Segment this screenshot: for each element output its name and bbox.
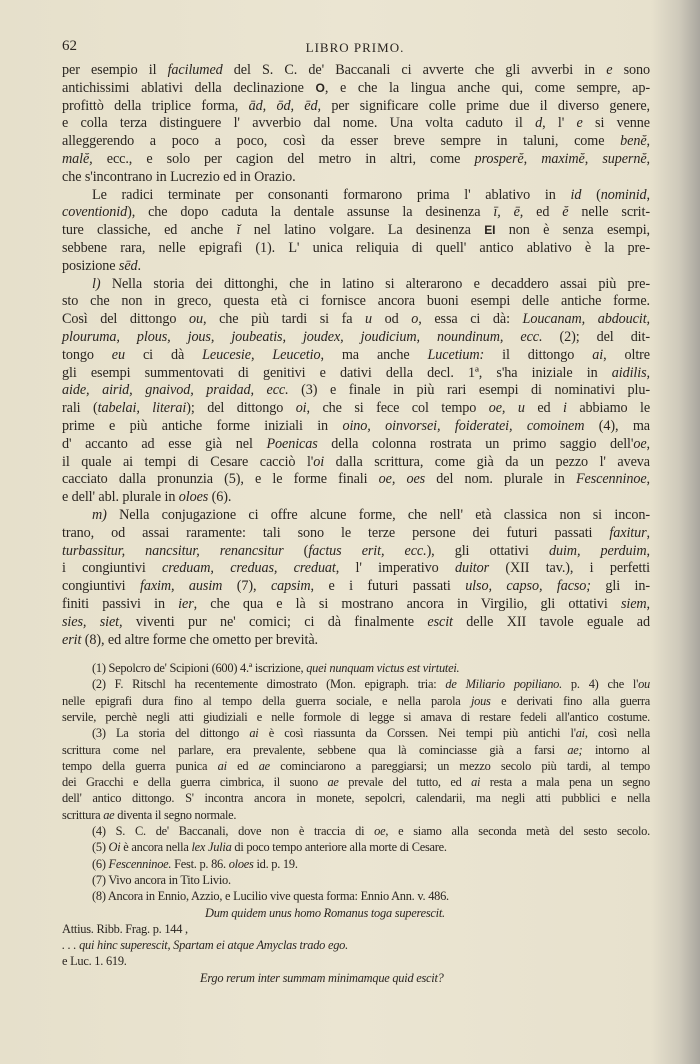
text-run: . [137, 257, 141, 274]
text-run: finiti passivi in [62, 596, 179, 612]
text-run: dei Gracchi e della guerra cimbrica, il suono [62, 775, 328, 790]
italic-text: Poenicas [266, 435, 318, 452]
text-line [62, 132, 650, 150]
text-run: (3) La storia del dittongo [92, 726, 250, 741]
italic-text: escit [427, 613, 453, 630]
text-run: ci dà [125, 346, 203, 363]
text-run: trano, od assai raramente: tali sono le terze persone dei futuri passati [62, 524, 610, 541]
footnote-line [62, 742, 650, 758]
text-run: della colonna rostrata un primo saggio dell' [317, 435, 634, 452]
text-run: , e che la lingua anche qui, come sempre, ap- [324, 79, 650, 96]
text-run: per significare colle prime due il diverso genere, [320, 97, 650, 114]
text-line [62, 577, 650, 595]
italic-text: aidilis, [611, 364, 650, 381]
italic-text: ae [258, 758, 270, 773]
text-line [62, 221, 650, 239]
text-run: (3) e finale in più rari esempi di nominativi plu- [288, 382, 650, 399]
text-run: , e siamo alla seconda metà del sesto secolo. [385, 824, 650, 838]
italic-text: oino, oinvorsei, foideratei, comoinem [342, 418, 585, 434]
text-run: (8), ed altre forme che ometto per brevità. [81, 631, 318, 648]
text-line [62, 488, 650, 506]
italic-text: aide, airid, gnaivod, praidad, ecc. [62, 382, 289, 399]
italic-text: Lucetium: [427, 346, 485, 363]
text-run: di poco tempo anteriore alla morte di Cesare. [231, 840, 447, 855]
italic-text: Loucanam, abdoucit, [522, 311, 651, 328]
text-line [62, 399, 650, 417]
text-run: od [372, 311, 412, 328]
text-line [62, 150, 650, 168]
text-run: (7), [222, 578, 271, 595]
italic-text: ou [189, 311, 204, 328]
text-run: ), gli ottativi [426, 542, 549, 559]
text-run: congiuntivi [62, 578, 140, 595]
italic-text: oe, oes [378, 471, 426, 488]
text-run: e dell' abl. plurale in [62, 489, 179, 506]
text-run: , [646, 596, 650, 612]
text-run: (2); del dit- [542, 329, 650, 345]
text-run: del nom. plurale in [425, 471, 576, 488]
text-line [62, 595, 650, 613]
text-run: (4) S. C. de' Baccanali, dove non è traccia di [92, 824, 375, 838]
text-line [62, 613, 650, 631]
italic-text: malĕ, [62, 151, 93, 167]
text-line [92, 506, 650, 524]
text-run: per esempio il [62, 62, 168, 78]
text-line [62, 292, 650, 310]
footnote-line [62, 693, 650, 709]
footnote-line [92, 888, 650, 904]
italic-text: maximĕ [541, 151, 585, 167]
text-line [62, 310, 650, 328]
italic-text: Leucesie, Leucetio [202, 346, 321, 363]
text-run: tempo della guerra punica [62, 758, 218, 773]
italic-text: ī, ē, [493, 204, 524, 221]
text-run: profittò della triplice forma, [62, 97, 249, 114]
text-run: rali ( [62, 400, 98, 417]
text-line [62, 524, 650, 542]
italic-text: nominid [600, 186, 647, 203]
text-run: , [646, 435, 650, 452]
text-run: , l' [542, 115, 577, 132]
italic-text: oe [374, 824, 386, 838]
italic-text: ĭ [236, 222, 241, 239]
italic-text: lex Julia [191, 840, 232, 855]
text-line [62, 470, 650, 488]
text-run: dell' antico dittongo. S' incontra ancora in monete, sepolcri, calendarii, ma negli atti pubblici e nella [62, 791, 650, 806]
italic-text: tabelai, literai [97, 400, 187, 417]
italic-text: Ergo rerum inter summam minimamque quid escit? [200, 970, 444, 985]
text-line [62, 168, 650, 186]
italic-text: o [411, 311, 419, 328]
text-run: Così del dittongo [62, 311, 190, 328]
italic-text: facilumed [167, 62, 223, 78]
text-run: ), che dopo caduta la dentale assunse la desinenza [127, 204, 494, 221]
italic-text: oe, u [488, 400, 525, 417]
text-line [62, 114, 650, 132]
italic-text: oloes [228, 856, 254, 871]
text-line [62, 328, 650, 346]
text-run: e derivati fino alla guerra [490, 693, 650, 708]
text-run: ecc., e solo per cagion del metro in altri, come [92, 151, 475, 167]
page-number: 62 [62, 38, 77, 54]
italic-text: e [606, 62, 613, 78]
italic-text: e [576, 115, 583, 132]
italic-text: ae; [567, 742, 583, 757]
italic-text: eu [111, 346, 125, 363]
footnote-line [62, 709, 650, 725]
italic-text: faxim, ausim [140, 578, 223, 595]
italic-text: oe [633, 435, 647, 452]
text-run: EI [484, 223, 496, 238]
text-run: , [646, 524, 650, 541]
text-run: nel latino volgare. La desinenza [240, 222, 485, 239]
italic-text: Fescenninoe [575, 471, 647, 488]
footnote-line [92, 856, 650, 872]
italic-text: duim, perduim [548, 542, 647, 559]
text-run: intorno al [582, 742, 650, 757]
footnote-line [62, 953, 650, 969]
footnote-line [62, 937, 650, 953]
italic-text: ulso, capso, facso; [465, 578, 591, 595]
text-run: gli esempi summentovati di genitivi e dativi della decl. 1ª, s'ha iniziale in [62, 364, 612, 381]
italic-text: oi [295, 400, 307, 417]
italic-text: i [563, 400, 567, 417]
text-run: , [646, 133, 650, 150]
running-title: LIBRO PRIMO. [305, 40, 405, 55]
text-run: (6) [92, 856, 109, 871]
text-run: (1) Sepolcro de' Scipioni (600) 4.ª iscrizione, [92, 661, 307, 675]
italic-text: ai [592, 346, 604, 363]
text-run: , che qua e là si mostrano ancora in Virgilio, gli ottativi [193, 596, 621, 612]
text-run: è così riassunta da Corssen. Nei tempi più antichi l' [258, 726, 576, 741]
text-run: (5) [92, 840, 109, 855]
text-run: , [646, 186, 650, 203]
text-run: ( [581, 186, 601, 203]
text-run: sto che non in greco, questa età ci fornisce ancora buoni esempi delle antiche forme. [62, 293, 650, 310]
italic-text: factus erit, ecc. [308, 542, 427, 559]
text-run: resta a mala pena un segno [480, 775, 650, 790]
footnote-line [200, 970, 650, 986]
italic-text: oi [313, 453, 325, 470]
text-run: ed [523, 204, 563, 221]
text-run: ed [226, 758, 259, 773]
text-run: (6). [208, 489, 232, 506]
italic-text: ae [103, 807, 115, 822]
italic-text: ou [638, 677, 650, 692]
text-run: sebbene rara, nelle epigrafi (1). L' unica reliquia di quell' antico ablativo è la pre- [62, 240, 650, 256]
text-run: Nella conjugazione ci offre alcune forme, che nell' età classica non si incon- [106, 507, 650, 523]
text-run: ( [283, 542, 309, 559]
text-run: , ma anche [320, 346, 428, 363]
italic-text: quei nunquam victus est virtutei. [306, 661, 460, 675]
italic-text: coventionid [62, 204, 128, 221]
text-run: ture classiche, ed anche [62, 222, 237, 239]
text-line [62, 453, 650, 471]
italic-text: de Miliario popiliano. [445, 677, 562, 692]
text-run: nelle scrit- [568, 204, 650, 221]
italic-text: siem [620, 596, 647, 612]
italic-text: duitor [454, 560, 490, 577]
text-run: Le radici terminate per consonanti formarono prima l' ablativo in [92, 186, 571, 203]
text-run: , [646, 471, 650, 488]
text-line [62, 257, 650, 275]
italic-text: prosperĕ [474, 151, 524, 167]
text-run: non è senza esempi, [495, 222, 650, 239]
text-run: , essa ci dà: [418, 311, 523, 328]
footnote-line [62, 921, 650, 937]
text-run: sono [612, 62, 651, 78]
italic-text: d [535, 115, 543, 132]
footnote-line [92, 660, 650, 676]
text-run: Attius. Ribb. Frag. p. 144 , [62, 921, 188, 936]
text-run: il quale ai tempi di Cesare cacciò l' [62, 453, 314, 470]
italic-text: sēd [118, 257, 138, 274]
italic-text: supernĕ [602, 151, 647, 167]
footnote-line [92, 839, 650, 855]
text-run: gli in- [590, 578, 650, 595]
text-line [62, 417, 650, 435]
text-run: che s'incontrano in Lucrezio ed in Orazio. [62, 168, 296, 185]
text-run: i congiuntivi [62, 560, 163, 577]
text-run: diventa il segno normale. [114, 807, 237, 822]
italic-text: id [570, 186, 582, 203]
text-run: alleggerendo a poco a poco, così da esser breve sempre in taluni, come [62, 133, 621, 150]
text-line [62, 239, 650, 257]
italic-text: ai [217, 758, 227, 773]
text-run: prime e più antiche forme iniziali in [62, 418, 343, 434]
italic-text: benĕ [620, 133, 647, 150]
text-run: , che più tardi si fa [203, 311, 366, 328]
text-line [62, 97, 650, 115]
text-line [62, 542, 650, 560]
italic-text: ĕ [562, 204, 569, 221]
italic-text: Oi [108, 840, 121, 855]
text-run: nelle epigrafi dura fino al tempo della guerra sociale, e nella parola [62, 693, 471, 708]
italic-text: ae [327, 775, 339, 790]
text-run: e Luc. 1. 619. [62, 954, 127, 969]
italic-text: ai [575, 726, 585, 741]
text-run: , [646, 542, 650, 559]
footnote-line [92, 823, 650, 839]
text-run: scrittura come nel parlare, era prevalente, sebbene qua là cominciasse già a farsi [62, 742, 568, 757]
text-run: ed [524, 400, 564, 417]
text-line [62, 203, 650, 221]
text-run: prevale del tutto, ed [338, 775, 472, 790]
text-line [62, 631, 650, 649]
text-run: , che si fece col tempo [306, 400, 489, 417]
text-run: (XII tav.), i perfetti [489, 560, 650, 577]
footnote-line [92, 872, 650, 888]
text-line [62, 435, 650, 453]
text-run: si venne [582, 115, 650, 132]
text-run: (4), ma [584, 418, 650, 434]
italic-text: ai [471, 775, 481, 790]
text-line [92, 186, 650, 204]
text-run: abbiamo le [566, 400, 651, 417]
italic-text: l) [92, 275, 101, 292]
footnote-line [62, 807, 650, 823]
text-run: Nella storia dei dittonghi, che in latino si alterarono e decaddero assai più pre- [100, 275, 650, 292]
text-run: tongo [62, 346, 112, 363]
footnote-line [62, 774, 650, 790]
italic-text: m) [92, 507, 107, 523]
text-line [62, 79, 650, 97]
text-run: cacciato dalla pronunzia (5), e le forme finali [62, 471, 379, 488]
text-run: O [315, 80, 325, 95]
text-run: id. p. 19. [253, 856, 298, 871]
italic-text: plouruma, plous, jous, joubeatis, joudex, joudicium, noundinum, ecc. [62, 329, 543, 345]
italic-text: Fescenninoe. [108, 856, 172, 871]
italic-text: ai [249, 726, 259, 741]
text-run: (2) F. Ritschl ha recentemente dimostrato (Mon. epigraph. tria: [92, 677, 446, 692]
text-line [62, 346, 650, 364]
italic-text: jous [470, 693, 491, 708]
footnote-line [92, 676, 650, 692]
text-run: viventi pur ne' comici; ci dà finalmente [122, 613, 428, 630]
text-run: il dittongo [484, 346, 593, 363]
text-run: p. 4) che l' [561, 677, 639, 692]
text-run: posizione [62, 257, 119, 274]
italic-text: ier [178, 596, 194, 612]
text-run: del S. C. de' Baccanali ci avverte che gli avverbi in [222, 62, 607, 78]
text-line [62, 61, 650, 79]
text-run: , oltre [603, 346, 650, 363]
text-line [92, 275, 650, 293]
text-run: , [584, 151, 603, 167]
footnote-line [62, 790, 650, 806]
italic-text: turbassitur, nancsitur, renancsitur [62, 542, 284, 559]
text-run: e colla terza distinguere l' avverbio dal nome. Una volta caduto il [62, 115, 536, 132]
text-run: Fest. p. 86. [171, 856, 229, 871]
text-run: ); del dittongo [186, 400, 296, 417]
italic-text: oloes [178, 489, 209, 506]
italic-text: Dum quidem unus homo Romanus toga superescit. [205, 905, 445, 920]
text-run: , [646, 151, 650, 167]
text-run: delle XII tavole eguale ad [452, 613, 651, 630]
text-line [62, 559, 650, 577]
text-line [62, 381, 650, 399]
italic-text: erit [62, 631, 82, 648]
text-run: dalla scrittura, come già da un pezzo l' aveva [324, 453, 650, 470]
text-run: d' accanto ad esse già nel [62, 435, 267, 452]
italic-text: u [365, 311, 373, 328]
text-run: (7) Vivo ancora in Tito Livio. [92, 872, 231, 887]
text-run: , e i futuri passati [310, 578, 466, 595]
footnote-line [205, 905, 650, 921]
italic-text: sies, siet, [62, 613, 123, 630]
text-run: servile, perchè negli atti giudiziali e nelle formole di legge si amava di restare fedeli all'antico costume. [62, 709, 650, 724]
footnote-line [92, 725, 650, 741]
text-run: , [523, 151, 542, 167]
italic-text: faxitur [609, 524, 647, 541]
text-run: , l' imperativo [335, 560, 455, 577]
text-run: è ancora nella [120, 840, 192, 855]
italic-text: capsim [270, 578, 311, 595]
text-run: , così nella [584, 726, 650, 741]
text-line [62, 364, 650, 382]
text-run: (8) Ancora in Ennio, Azzio, e Lucilio vive questa forma: Ennio Ann. v. 486. [92, 889, 449, 904]
italic-text: ād, ōd, ēd, [248, 97, 321, 114]
text-run: cominciarono a pareggiarsi; un mezzo secolo più tardi, al tempo [269, 758, 650, 773]
footnote-line [62, 758, 650, 774]
italic-text: creduam, creduas, creduat [162, 560, 336, 577]
italic-text: . . . qui hinc superescit, Spartam ei atque Amyclas trado ego. [62, 938, 348, 953]
text-run: scrittura [62, 807, 104, 822]
text-run: antichissimi ablativi della declinazione [62, 79, 316, 96]
